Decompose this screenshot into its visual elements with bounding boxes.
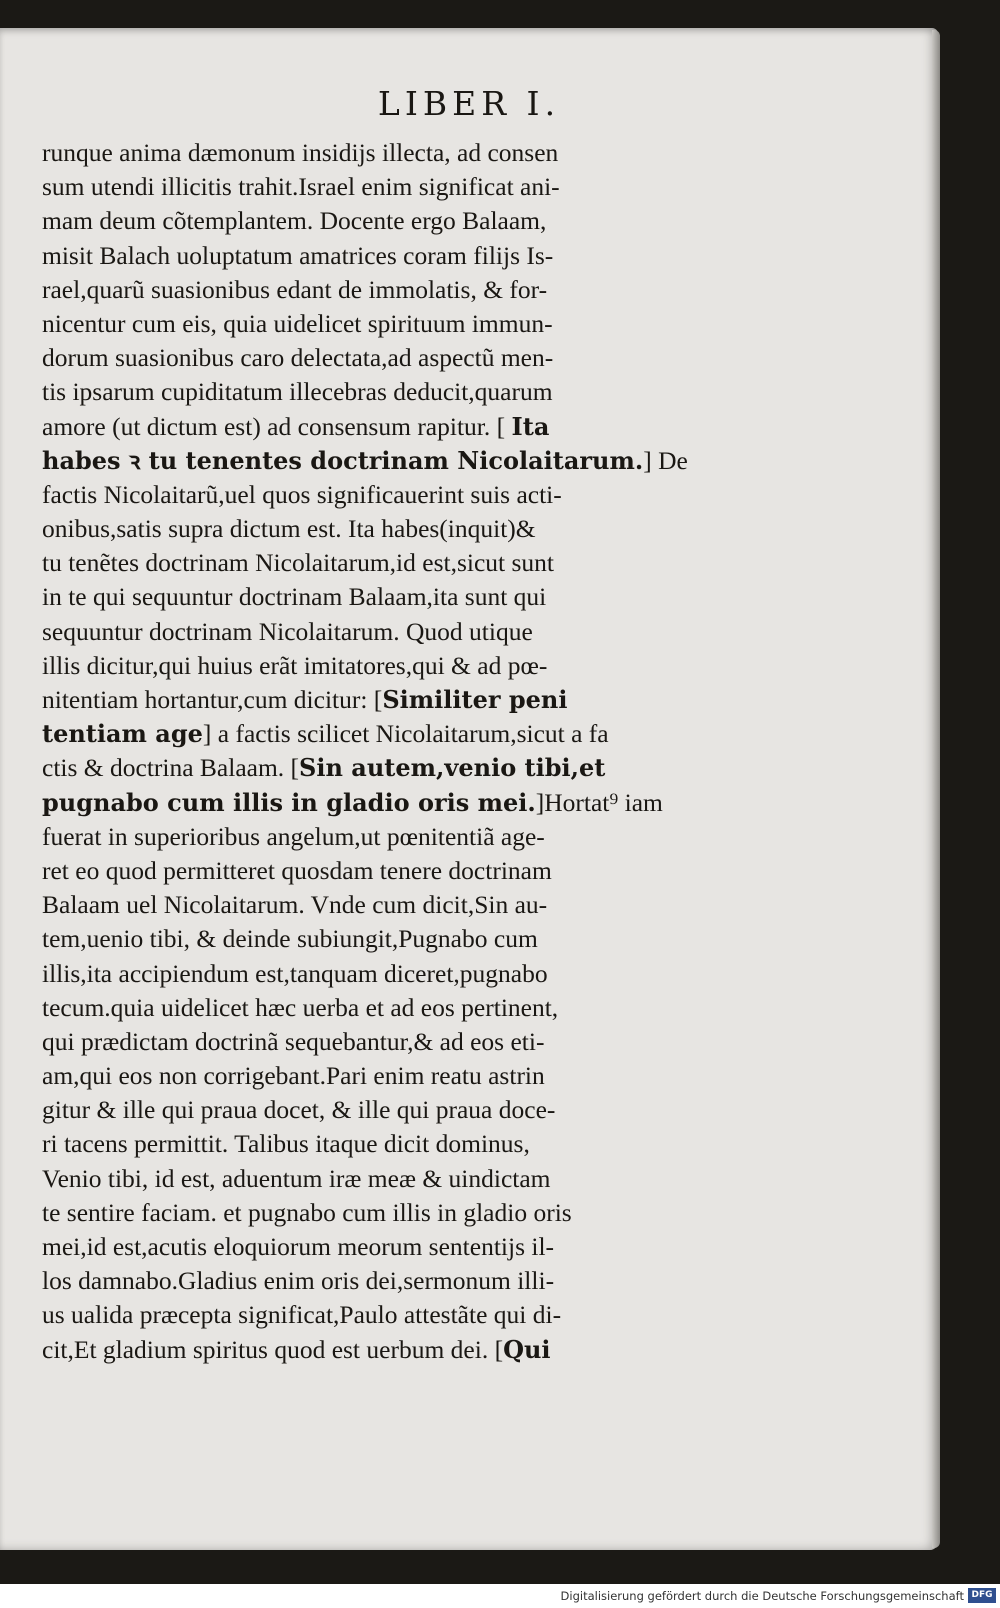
text-line (42, 478, 762, 512)
text-line (42, 1333, 762, 1367)
text-line (42, 1127, 762, 1161)
page-edge (932, 30, 940, 1548)
line-segment: illis dicitur,qui huius erãt imitatores,qui & ad pœ- (42, 650, 548, 680)
text-line (42, 820, 762, 854)
line-segment: ] a factis scilicet Nicolaitarum,sicut a fa (202, 719, 609, 749)
line-segment: mei,id est,acutis eloquiorum meorum sententijs il- (42, 1232, 555, 1261)
line-segment: rael,quarũ suasionibus edant de immolatis, & for- (42, 274, 548, 304)
text-line (42, 615, 762, 649)
text-line (42, 580, 762, 614)
text-line (42, 1230, 762, 1264)
text-line (42, 239, 762, 273)
line-segment: ctis & doctrina Balaam. [ (42, 753, 300, 783)
text-line (42, 546, 762, 580)
footer-bar (0, 1584, 1000, 1608)
scripture-quote: pugnabo cum illis in gladio oris mei. (42, 787, 536, 817)
line-segment: illis,ita accipiendum est,tanquam diceret,pugnabo (42, 958, 548, 988)
text-line (42, 341, 762, 375)
line-segment: factis Nicolaitarũ,uel quos significauerint suis acti- (42, 479, 562, 509)
text-line (42, 1298, 762, 1332)
text-line (42, 786, 762, 820)
line-segment: mam deum cõtemplantem. Docente ergo Balaam, (42, 206, 547, 236)
line-segment: te sentire faciam. et pugnabo cum illis in gladio oris (42, 1197, 572, 1227)
body-text (42, 136, 762, 1367)
line-segment: us ualida præcepta significat,Paulo attestãte qui di- (42, 1300, 562, 1330)
scripture-quote: Sin autem,venio tibi,et (299, 753, 606, 783)
text-line (42, 170, 762, 204)
text-line (42, 1162, 762, 1196)
line-segment: ] De (643, 445, 688, 475)
line-segment: sequuntur doctrinam Nicolaitarum. Quod utique (42, 616, 533, 646)
text-line (42, 854, 762, 888)
line-segment: tu tenẽtes doctrinam Nicolaitarum,id est,sicut sunt (42, 548, 555, 578)
text-line (42, 273, 762, 307)
line-segment: runque anima dæmonum insidijs illecta, ad consen (42, 138, 559, 167)
text-line (42, 1196, 762, 1230)
text-line (42, 1025, 762, 1059)
scripture-quote: Similiter peni (382, 685, 568, 714)
text-line (42, 683, 762, 717)
line-segment: gitur & ille qui praua docet, & ille qui praua doce- (42, 1095, 556, 1125)
line-segment: misit Balach uoluptatum amatrices coram filijs Is- (42, 240, 554, 270)
text-line (42, 922, 762, 956)
line-segment: Balaam uel Nicolaitarum. Vnde cum dicit,Sin au- (42, 890, 548, 920)
text-line (42, 1059, 762, 1093)
text-line (42, 410, 762, 444)
text-line (42, 649, 762, 683)
line-segment: ]Hortat⁹ iam (535, 787, 663, 817)
line-segment: cit,Et gladium spiritus quod est uerbum dei. [ (42, 1334, 504, 1364)
scripture-quote: Qui (503, 1334, 551, 1364)
line-segment: tem,uenio tibi, & deinde subiungit,Pugnabo cum (42, 924, 538, 954)
line-segment: nicentur cum eis, quia uidelicet spirituum immun- (42, 308, 553, 338)
line-segment: ret eo quod permitteret quosdam tenere doctrinam (42, 855, 552, 885)
line-segment: sum utendi illicitis trahit.Israel enim significat ani- (42, 172, 560, 202)
text-line (42, 717, 762, 751)
text-line (42, 1264, 762, 1298)
line-segment: nitentiam hortantur,cum dicitur: [ (42, 685, 383, 714)
text-line (42, 888, 762, 922)
line-segment: in te qui sequuntur doctrinam Balaam,ita sunt qui (42, 582, 547, 612)
text-line (42, 307, 762, 341)
line-segment: ri tacens permittit. Talibus itaque dicit dominus, (42, 1129, 530, 1159)
text-line (42, 204, 762, 238)
text-line (42, 136, 762, 170)
line-segment: am,qui eos non corrigebant.Pari enim reatu astrin (42, 1061, 545, 1091)
line-segment: amore (ut dictum est) ad consensum rapitur. [ (42, 411, 512, 441)
line-segment: los damnabo.Gladius enim oris dei,sermonum illi- (42, 1266, 555, 1296)
line-segment: fuerat in superioribus angelum,ut pœnitentiã age- (42, 821, 545, 851)
line-segment: onibus,satis supra dictum est. Ita habes(inquit)& (42, 514, 536, 544)
line-segment: Venio tibi, id est, aduentum iræ meæ & uindictam (42, 1163, 551, 1193)
line-segment: dorum suasionibus caro delectata,ad aspectũ men- (42, 343, 554, 373)
scripture-quote: Ita (511, 411, 550, 441)
text-line (42, 375, 762, 409)
text-line (42, 957, 762, 991)
scripture-quote: habes ꝛ tu tenentes doctrinam Nicolaitarum. (42, 445, 644, 475)
scripture-quote: tentiam age (42, 719, 203, 749)
line-segment: tecum.quia uidelicet hæc uerba et ad eos pertinent, (42, 992, 559, 1022)
running-title: LIBER I. (377, 84, 561, 123)
footer-credit: Digitalisierung gefördert durch die Deutsche Forschungsgemeinschaft (560, 1589, 964, 1603)
dfg-logo: DFG (968, 1588, 996, 1603)
line-segment: qui prædictam doctrinã sequebantur,& ad eos eti- (42, 1026, 545, 1056)
text-line (42, 444, 762, 478)
text-line (42, 1093, 762, 1127)
text-line (42, 512, 762, 546)
text-line (42, 991, 762, 1025)
text-line (42, 751, 762, 785)
line-segment: tis ipsarum cupiditatum illecebras deducit,quarum (42, 377, 553, 407)
